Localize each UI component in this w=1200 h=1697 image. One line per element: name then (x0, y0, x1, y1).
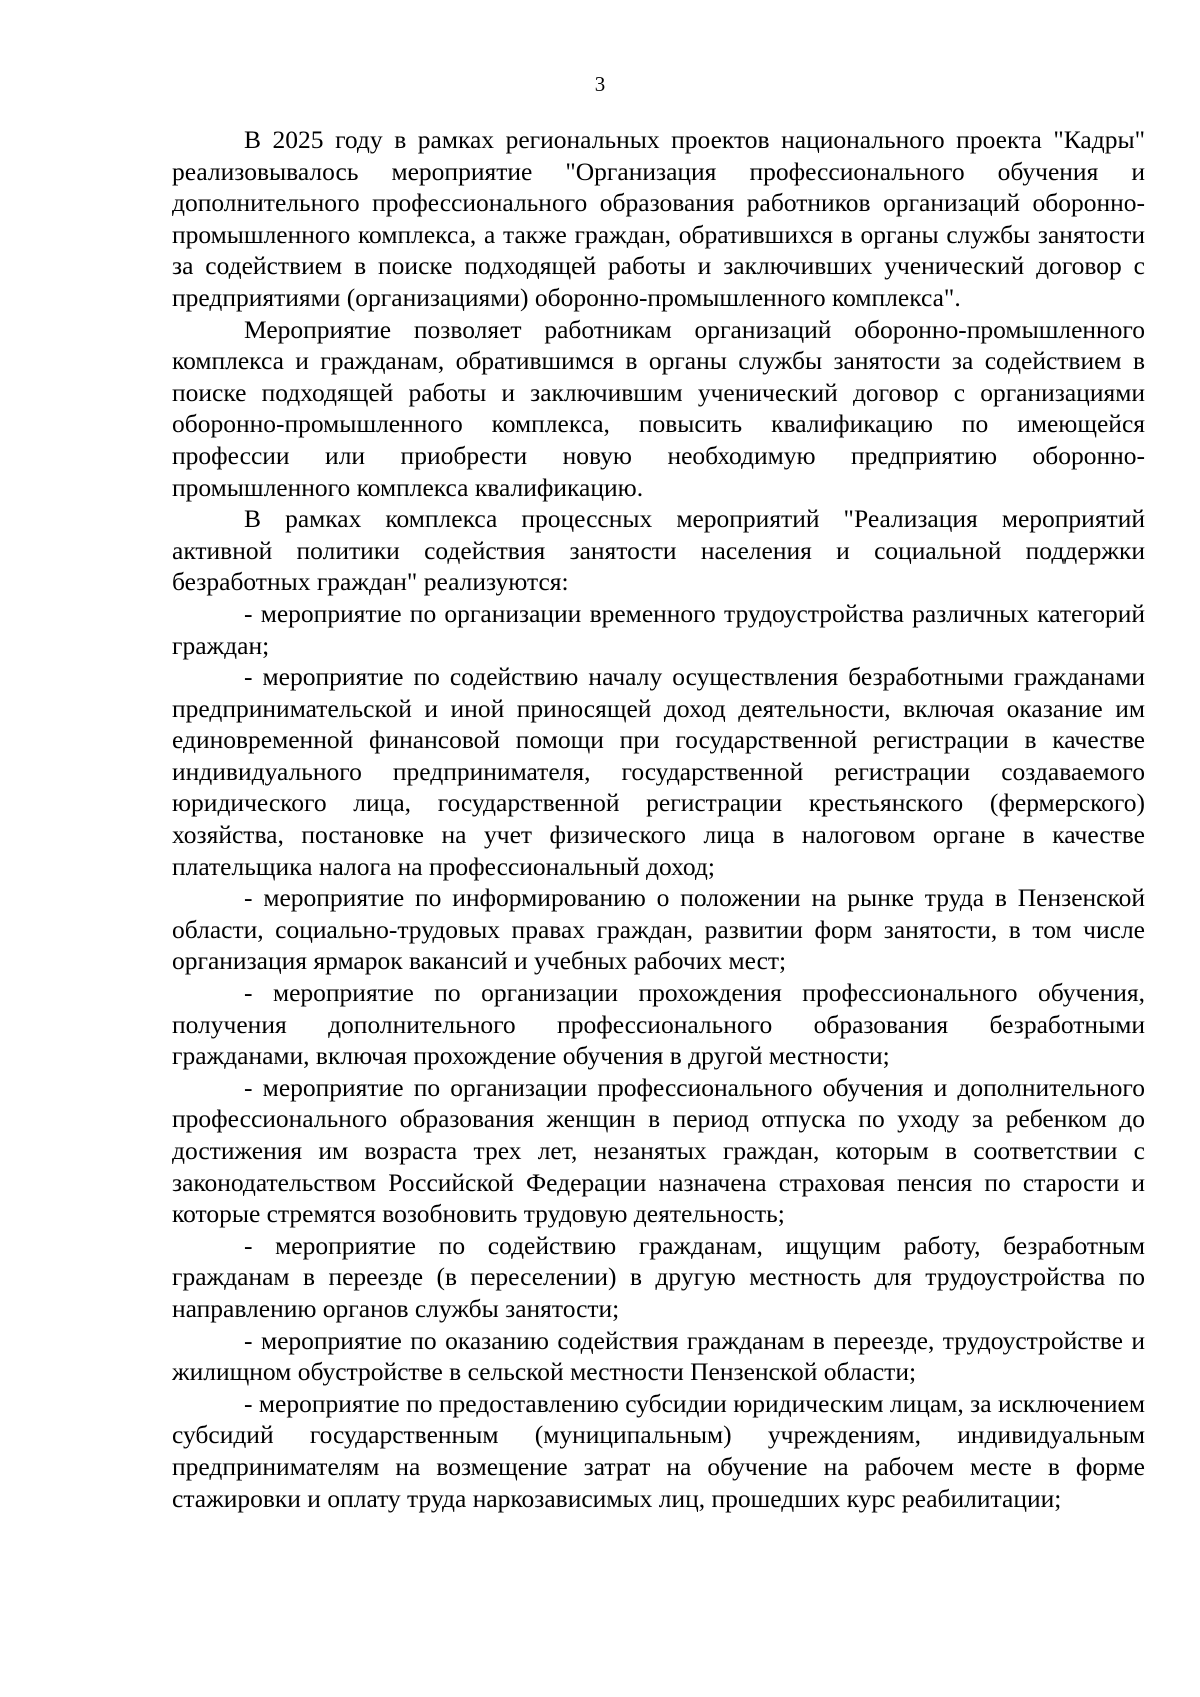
list-item-internship-subsidy: - мероприятие по предоставлению субсидии юридическим лицам, за исключением субсидий государственным (муниципальным) учреждениям, индивидуальным предпринимателям на возмещение затрат на обучение на рабочем месте в форме стажировки и оплату труда наркозависимых лиц, прошедших курс реабилитации; (172, 1388, 1145, 1513)
paragraph-process-measures-intro: В рамках комплекса процессных мероприятий "Реализация мероприятий активной политики содействия занятости населения и социальной поддержки безработных граждан" реализуются: (172, 504, 1145, 597)
paragraph-measure-purpose: Мероприятие позволяет работникам организаций оборонно-промышленного комплекса и гражданам, обратившимся в органы службы занятости за содействием в поиске подходящей работы и заключившим ученический договор с организациями оборонно-промышленного комплекса, повысить квалификацию по имеющейся профессии или приобрести новую необходимую предприятию оборонно-промышленного комплекса квалификацию. (172, 314, 1145, 502)
list-item-relocation-support: - мероприятие по содействию гражданам, ищущим работу, безработным гражданам в переезде (в переселении) в другую местность для трудоустройства по направлению органов службы занятости; (172, 1230, 1145, 1323)
list-item-labor-market-information: - мероприятие по информированию о положении на рынке труда в Пензенской области, социально-трудовых правах граждан, развитии форм занятости, в том числе организация ярмарок вакансий и учебных рабочих мест; (172, 883, 1145, 976)
paragraph-kadry-project: В 2025 году в рамках региональных проектов национального проекта "Кадры" реализовывалось мероприятие "Организация профессионального обучения и дополнительного профессионального образования работников организаций оборонно-промышленного комплекса, а также граждан, обратившихся в органы службы занятости за содействием в поиске подходящей работы и заключивших ученический договор с предприятиями (организациями) оборонно-промышленного комплекса". (172, 125, 1145, 312)
list-item-entrepreneurship-support: - мероприятие по содействию началу осуществления безработными гражданами предпринимательской и иной приносящей доход деятельности, включая оказание им единовременной финансовой помощи при государственной регистрации в качестве индивидуального предпринимателя, государственной регистрации создаваемого юридического лица, государственной регистрации крестьянского (фермерского) хозяйства, постановке на учет физического лица в налоговом органе в качестве плательщика налога на профессиональный доход; (172, 662, 1145, 881)
list-item-temporary-employment: - мероприятие по организации временного трудоустройства различных категорий граждан; (172, 598, 1145, 660)
document-body (172, 124, 1145, 1514)
page-number: 3 (594, 72, 606, 96)
list-item-unemployed-training: - мероприятие по организации прохождения профессионального обучения, получения дополнительного профессионального образования безработными гражданами, включая прохождение обучения в другой местности; (172, 978, 1145, 1071)
list-item-rural-relocation: - мероприятие по оказанию содействия гражданам в переезде, трудоустройстве и жилищном обустройстве в сельской местности Пензенской области; (172, 1325, 1145, 1387)
list-item-women-pensioners-training: - мероприятие по организации профессионального обучения и дополнительного профессионального образования женщин в период отпуска по уходу за ребенком до достижения им возраста трех лет, незанятых граждан, которым в соответствии с законодательством Российской Федерации назначена страховая пенсия по старости и которые стремятся возобновить трудовую деятельность; (172, 1072, 1145, 1229)
